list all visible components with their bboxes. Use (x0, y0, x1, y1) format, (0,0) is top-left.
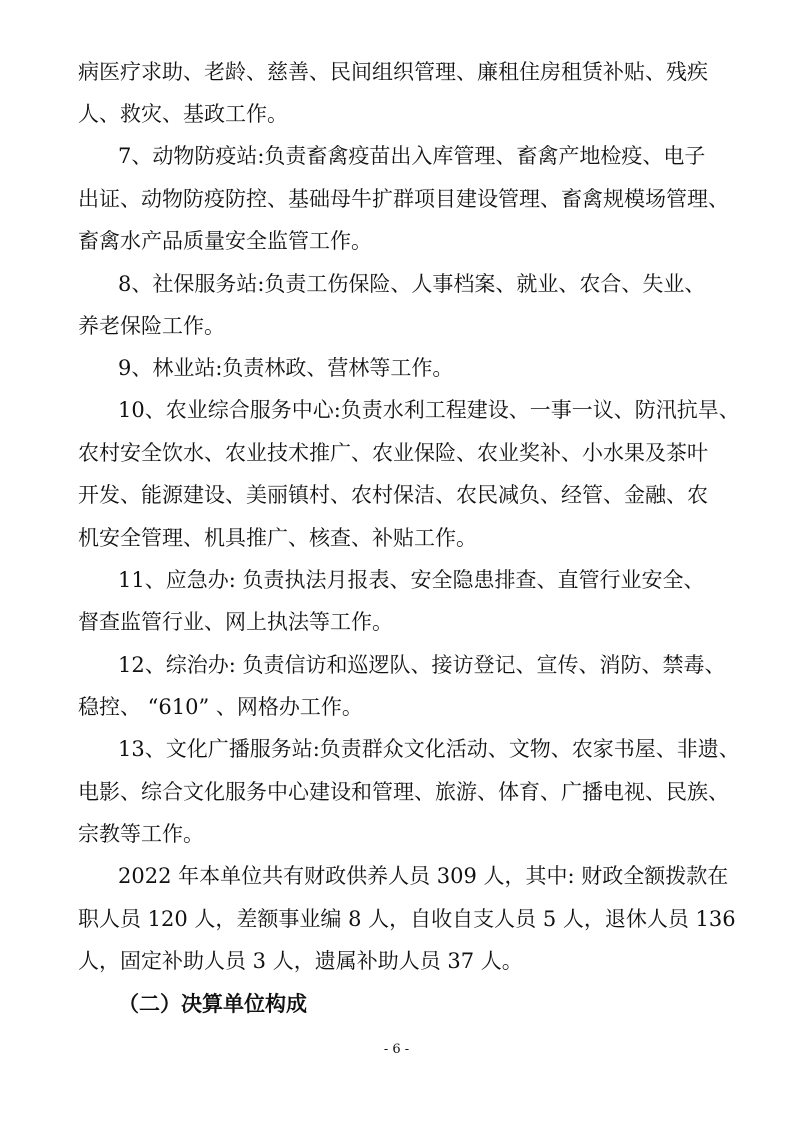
text-line: 养老保险工作。 (78, 314, 225, 338)
text-line: 督查监管行业、网上执法等工作。 (78, 610, 393, 634)
text-line: 8、社保服务站:负责工伤保险、人事档案、就业、农合、失业、 (118, 272, 706, 296)
text-line: 人、救灾、基政工作。 (78, 102, 288, 126)
text-line: 13、文化广播服务站:负责群众文化活动、文物、农家书屋、非遗、 (118, 737, 740, 761)
text-line: 宗教等工作。 (78, 822, 204, 846)
text-line: 出证、动物防疫防控、基础母牛扩群项目建设管理、畜禽规模场管理、 (78, 187, 729, 211)
page-number: - 6 - (383, 1042, 410, 1057)
text-line: 12、综治办: 负责信访和巡逻队、接访登记、宣传、消防、禁毒、 (118, 653, 726, 677)
text-line: 农村安全饮水、农业技术推广、农业保险、农业奖补、小水果及茶叶 (78, 441, 708, 465)
text-line: 机安全管理、机具推广、核查、补贴工作。 (78, 526, 477, 550)
text-line: 2022 年本单位共有财政供养人员 309 人，其中: 财政全额拨款在 (118, 864, 729, 888)
text-line: 开发、能源建设、美丽镇村、农村保洁、农民减负、经管、金融、农 (78, 483, 708, 507)
text-line: 7、动物防疫站:负责畜禽疫苗出入库管理、畜禽产地检疫、电子 (118, 144, 706, 168)
text-line: 病医疗求助、老龄、慈善、民间组织管理、廉租住房租赁补贴、残疾 (78, 60, 708, 84)
text-line: 10、农业综合服务中心:负责水利工程建设、一事一议、防汛抗旱、 (118, 398, 740, 422)
text-line: 9、林业站:负责林政、营林等工作。 (118, 356, 454, 380)
text-line: 稳控、 “610” 、网格办工作。 (78, 695, 363, 719)
text-line: 人，固定补助人员 3 人，遗属补助人员 37 人。 (78, 949, 523, 973)
text-line: 畜禽水产品质量安全监管工作。 (78, 229, 372, 253)
text-line: 职人员 120 人，差额事业编 8 人，自收自支人员 5 人，退休人员 136 (78, 907, 736, 931)
section-heading: （二）决算单位构成 (118, 992, 307, 1016)
text-line: 11、应急办: 负责执法月报表、安全隐患排查、直管行业安全、 (118, 568, 705, 592)
text-line: 电影、综合文化服务中心建设和管理、旅游、体育、广播电视、民族、 (78, 780, 729, 804)
